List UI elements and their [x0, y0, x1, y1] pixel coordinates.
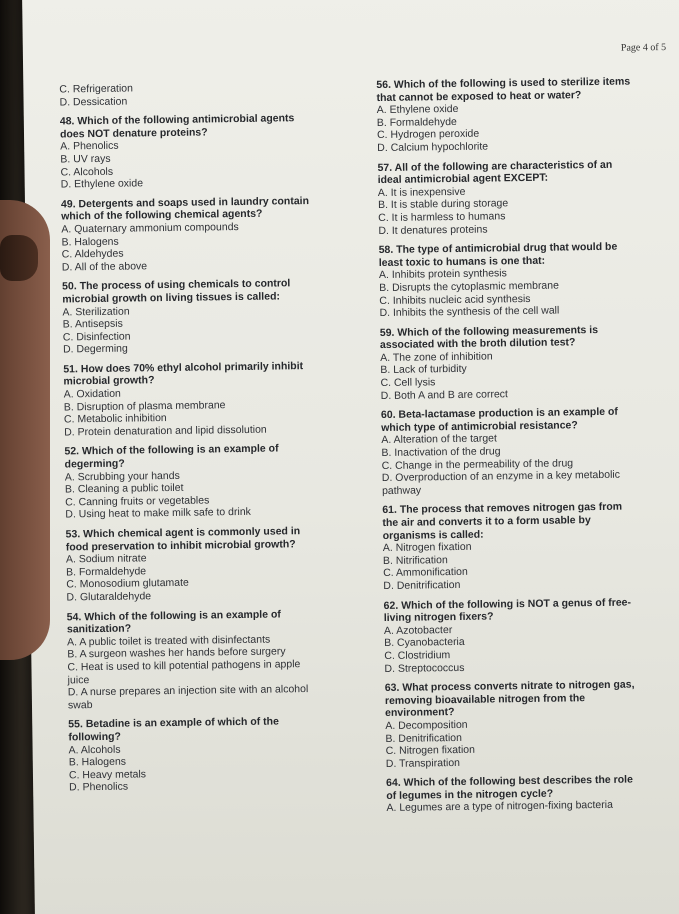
- question-text: 60. Beta-lactamase production is an example of: [380, 405, 618, 422]
- answer-option: A. Sterilization: [62, 305, 130, 318]
- answer-option: juice: [67, 673, 90, 686]
- answer-option: A. Ethylene oxide: [376, 103, 459, 117]
- answer-option: C. Clostridium: [384, 649, 451, 662]
- answer-option: D. Degerming: [62, 342, 128, 356]
- answer-option: C. Refrigeration: [59, 82, 134, 96]
- question-text: 55. Betadine is an example of which of the: [68, 715, 279, 731]
- question-text: does NOT denature proteins?: [59, 126, 208, 141]
- answer-option: D. Inhibits the synthesis of the cell wall: [379, 304, 560, 320]
- answer-option: B. Antisepsis: [62, 317, 123, 331]
- answer-option: C. Aldehydes: [61, 247, 124, 261]
- answer-option: B. Cyanobacteria: [384, 636, 465, 650]
- answer-option: A. It is inexpensive: [377, 185, 466, 199]
- answer-option: D. Calcium hypochlorite: [377, 140, 489, 155]
- answer-option: D. Using heat to make milk safe to drink: [65, 506, 251, 521]
- answer-option: pathway: [381, 484, 422, 497]
- answer-option: A. Inhibits protein synthesis: [378, 267, 507, 282]
- answer-option: B. It is stable during storage: [377, 197, 509, 212]
- question-text: environment?: [385, 706, 455, 720]
- answer-option: C. Heavy metals: [68, 768, 147, 782]
- exam-page: [22, 0, 679, 914]
- answer-option: B. Formaldehyde: [66, 565, 147, 579]
- question-text: least toxic to humans is one that:: [378, 254, 546, 269]
- question-text: 53. Which chemical agent is commonly used in: [65, 525, 301, 541]
- answer-option: C. Nitrogen fixation: [385, 743, 476, 758]
- answer-option: A. Alcohols: [68, 743, 121, 756]
- question-text: food preservation to inhibit microbial growth?: [65, 537, 296, 554]
- answer-option: C. It is harmless to humans: [378, 210, 506, 224]
- left-question-column: [59, 80, 317, 794]
- answer-option: D. Dessication: [59, 95, 128, 109]
- answer-option: D. All of the above: [61, 259, 148, 274]
- question-text: removing bioavailable nitrogen from the: [384, 691, 586, 707]
- answer-option: B. Inactivation of the drug: [381, 445, 501, 460]
- answer-option: D. It denatures proteins: [378, 223, 488, 237]
- thumb: [0, 235, 38, 281]
- answer-option: A. A public toilet is treated with disinfectants: [67, 633, 271, 649]
- question-text: 51. How does 70% ethyl alcohol primarily inhibit: [63, 359, 304, 376]
- question-text: sanitization?: [66, 622, 132, 636]
- question-text: microbial growth?: [63, 374, 155, 388]
- page-number: Page 4 of 5: [620, 42, 667, 54]
- question-text: 57. All of the following are characteristics of an: [377, 158, 613, 174]
- answer-option: B. Nitrification: [382, 553, 448, 567]
- answer-option: D. A nurse prepares an injection site with an alcohol: [67, 683, 309, 699]
- answer-option: C. Canning fruits or vegetables: [65, 494, 210, 509]
- question-text: of legumes in the nitrogen cycle?: [386, 787, 554, 802]
- answer-option: D. Streptococcus: [384, 661, 465, 675]
- answer-option: D. Glutaraldehyde: [66, 590, 152, 604]
- answer-option: C. Monosodium glutamate: [66, 577, 189, 591]
- answer-option: C. Alcohols: [60, 165, 114, 179]
- question-text: 48. Which of the following antimicrobial agents: [59, 112, 295, 128]
- answer-option: A. Phenolics: [60, 140, 119, 153]
- question-text: 52. Which of the following is an example of: [64, 442, 279, 458]
- question-text: associated with the broth dilution test?: [379, 336, 576, 352]
- answer-option: B. Halogens: [61, 235, 119, 249]
- question-text: 63. What process converts nitrate to nitrogen gas,: [384, 678, 635, 695]
- answer-option: C. Inhibits nucleic acid synthesis: [379, 292, 531, 307]
- answer-option: A. Nitrogen fixation: [382, 540, 472, 555]
- question-text: the air and converts it to a form usable by: [382, 514, 591, 530]
- question-text: 61. The process that removes nitrogen gas from: [382, 501, 623, 517]
- right-question-column: [376, 76, 640, 816]
- question-text: following?: [68, 730, 122, 744]
- answer-option: A. Oxidation: [63, 387, 121, 401]
- answer-option: D. Transpiration: [385, 756, 461, 770]
- answer-option: B. Halogens: [68, 755, 127, 769]
- answer-option: swab: [67, 698, 93, 712]
- answer-option: A. Sodium nitrate: [65, 552, 147, 566]
- answer-option: B. Disruption of plasma membrane: [63, 398, 226, 414]
- question-text: which of the following chemical agents?: [61, 208, 263, 223]
- answer-option: C. Disinfection: [62, 330, 131, 344]
- answer-option: D. Ethylene oxide: [60, 177, 144, 191]
- answer-option: B. Disrupts the cytoplasmic membrane: [379, 279, 559, 294]
- answer-option: B. Lack of turbidity: [380, 363, 467, 377]
- answer-option: A. The zone of inhibition: [380, 350, 493, 364]
- answer-option: D. Phenolics: [69, 780, 129, 794]
- answer-option: C. Cell lysis: [380, 376, 436, 390]
- answer-option: D. Overproduction of an enzyme in a key metabolic: [381, 468, 621, 485]
- answer-option: A. Scrubbing your hands: [64, 469, 180, 484]
- answer-option: D. Protein denaturation and lipid dissolution: [64, 423, 267, 439]
- answer-option: A. Legumes are a type of nitrogen-fixing bacteria: [386, 799, 613, 815]
- answer-option: B. Formaldehyde: [376, 115, 457, 129]
- answer-option: B. A surgeon washes her hands before surgery: [67, 645, 286, 661]
- answer-option: C. Metabolic inhibition: [63, 412, 167, 426]
- answer-option: B. Cleaning a public toilet: [64, 482, 184, 496]
- answer-option: B. UV rays: [60, 152, 111, 166]
- question-text: 59. Which of the following measurements is: [379, 323, 599, 339]
- question-text: 49. Detergents and soaps used in laundry contain: [60, 194, 310, 211]
- answer-option: A. Azotobacter: [383, 623, 453, 637]
- answer-option: C. Heat is used to kill potential pathogens in apple: [67, 658, 301, 674]
- question-text: 50. The process of using chemicals to control: [62, 277, 291, 293]
- answer-option: C. Hydrogen peroxide: [376, 128, 480, 142]
- question-text: living nitrogen fixers?: [383, 610, 494, 625]
- answer-option: D. Denitrification: [383, 578, 461, 592]
- answer-option: D. Both A and B are correct: [380, 387, 509, 402]
- question-text: 64. Which of the following best describes the role: [386, 773, 633, 790]
- question-text: which type of antimicrobial resistance?: [381, 419, 578, 434]
- question-text: 62. Which of the following is NOT a genus of free-: [383, 596, 632, 612]
- question-text: 56. Which of the following is used to sterilize items: [376, 75, 631, 92]
- question-text: 58. The type of antimicrobial drug that would be: [378, 240, 618, 257]
- question-text: organisms is called:: [382, 528, 484, 542]
- question-text: microbial growth on living tissues is called:: [62, 290, 281, 306]
- question-text: degerming?: [64, 457, 125, 471]
- answer-option: A. Quaternary ammonium compounds: [61, 220, 239, 236]
- question-text: that cannot be exposed to heat or water?: [376, 88, 582, 104]
- answer-option: B. Denitrification: [385, 731, 463, 745]
- answer-option: C. Change in the permeability of the drug: [381, 456, 574, 472]
- answer-option: A. Alteration of the target: [381, 432, 497, 447]
- question-text: 54. Which of the following is an example of: [66, 608, 281, 623]
- answer-option: A. Decomposition: [385, 718, 468, 732]
- answer-option: C. Ammonification: [383, 566, 468, 580]
- question-text: ideal antimicrobial agent EXCEPT:: [377, 171, 549, 187]
